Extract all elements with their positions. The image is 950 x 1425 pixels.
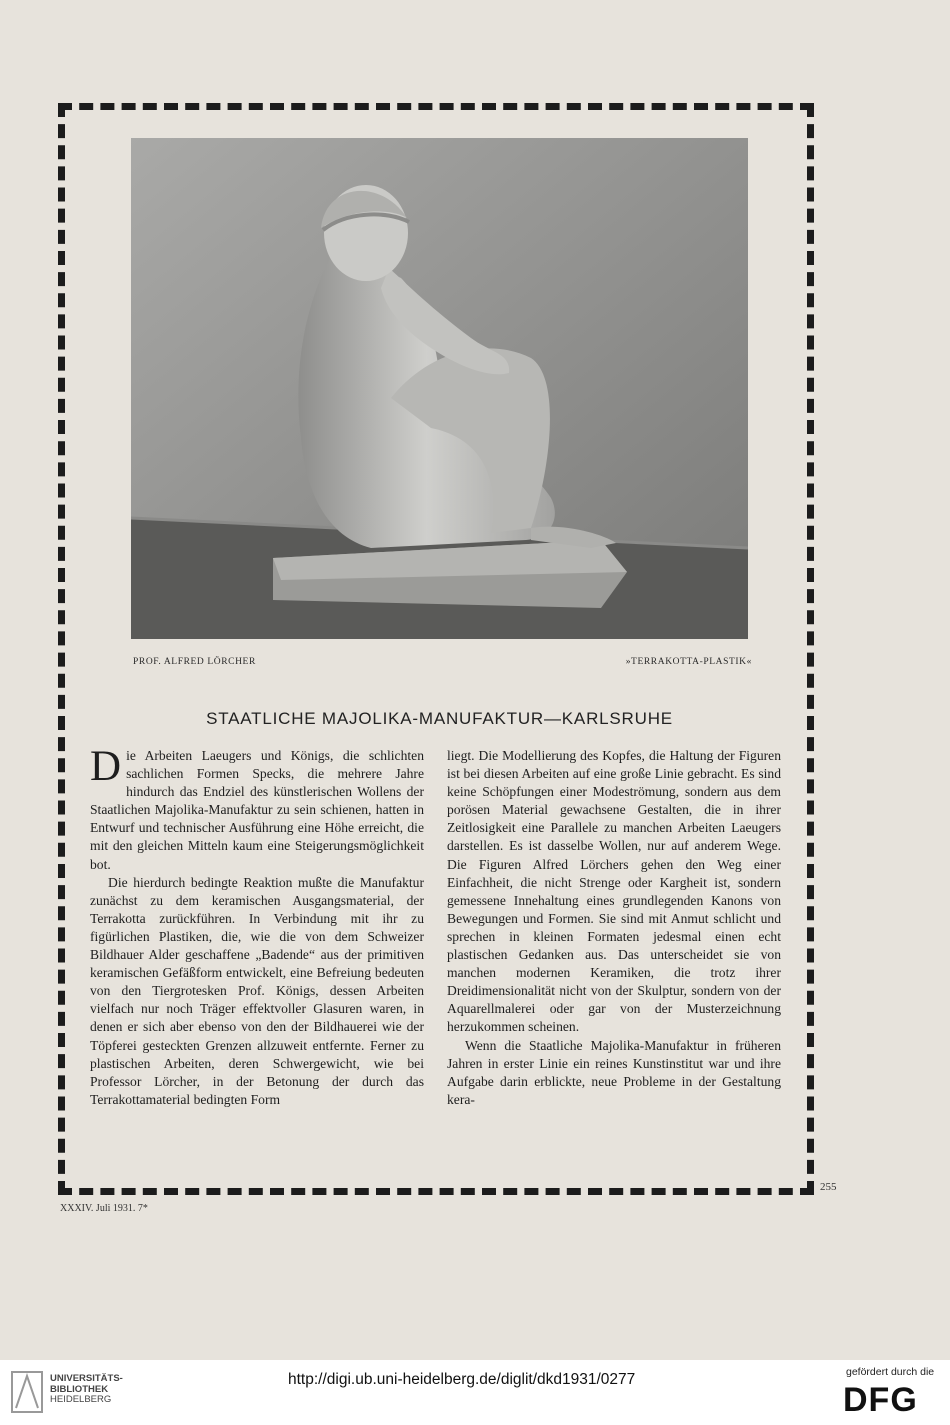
library-seal-icon — [10, 1362, 44, 1418]
text-column-left — [90, 743, 424, 1109]
digitization-footer — [0, 1360, 950, 1425]
library-name — [50, 1374, 123, 1406]
sculpture-illustration — [131, 138, 748, 639]
sculpture-photo — [131, 138, 748, 639]
paragraph — [90, 743, 424, 874]
paragraph: liegt. Die Modellierung des Kopfes, die Haltung der Figuren ist bei diesen Arbeiten auf eine große Linie gebracht. Es sind keine Schöpfungen einer Modeströmung, sondern aus dem porösen Material gewachsene Gestalten, die in ihrer Zeitlosigkeit eine Parallele zu manchen Arbeiten Laeugers darstellen. Es ist dasselbe Wollen, nur auf anderem Wege. Die Figuren Alfred Lörchers gehen den Weg einer Einfachheit, die nicht Strenge oder Kargheit ist, sondern gemessene Innehaltung eines grundlegenden Kanons von Bewegungen und Formen. Sie sind mit Anmut schlicht und sprechen in kleinen Formaten jedesmal einen echt plastischen Gedanken aus. Das unterscheidet sie von manchen modernen Keramiken, die trotz ihrer Dreidimensionalität nicht von der Skulptur, sondern von der Aquarellmalerei oder gar von der Musterzeichnung herzukommen scheinen. — [447, 748, 781, 1035]
photo-caption-artist: PROF. ALFRED LÖRCHER — [133, 657, 256, 667]
paragraph: Die hierdurch bedingte Reaktion mußte die Manufaktur zunächst zu dem keramischen Ausgangsmaterial, der Terrakotta zurückführen. In Verbindung mit ihr zu figürlichen Plastiken, die, wie die von dem Schweizer Bildhauer Alder geschaffene „Badende“ aus der primitiven keramischen Gefäßform entwickelt, eine Befreiung bedeuten von den Tiergrotesken Prof. Königs, dessen Arbeiten vielfach nur noch Träger effektvoller Glasuren waren, in denen er sich aber ebenso von den der Bildhauerei wie der Töpferei gesteckten Grenzen allzuweit entfernte. Ferner zu plastischen Arbeiten, deren Schwergewicht, wie bei Professor Lörcher, in der Betonung der durch das Terrakottamaterial bedingten Form — [90, 874, 424, 1107]
library-line: BIBLIOTHEK — [50, 1383, 109, 1395]
permalink[interactable]: http://digi.ub.uni-heidelberg.de/diglit/dkd1931/0277 — [288, 1371, 636, 1388]
text-column-right — [447, 747, 781, 1109]
printer-signature: XXXIV. Juli 1931. 7* — [60, 1203, 148, 1214]
dfg-logo: DFG — [843, 1381, 918, 1419]
page-number: 255 — [820, 1181, 837, 1193]
library-line: UNIVERSITÄTS- — [50, 1373, 123, 1384]
photo-caption-title: »TERRAKOTTA-PLASTIK« — [625, 657, 752, 667]
drop-cap: D — [90, 743, 122, 790]
funding-label: gefördert durch die — [846, 1366, 935, 1378]
library-line: HEIDELBERG — [50, 1394, 112, 1405]
paragraph-text: ie Arbeiten Laeugers und Königs, die schlichten sachlichen Formen Specks, die mehrere Jahre hindurch das Endziel des künstlerischen Wollens der Staatlichen Majolika-Manufaktur zu sein schienen, hatten in Entwurf und technischer Ausführung eine Höhe erreicht, die mit den gleichen Mitteln kaum eine Steigerungsmöglichkeit bot. — [90, 748, 424, 872]
article-heading: STAATLICHE MAJOLIKA-MANUFAKTUR—KARLSRUHE — [206, 709, 673, 728]
paragraph: Wenn die Staatliche Majolika-Manufaktur in früheren Jahren in erster Linie ein reines Kunstinstitut war und ihre Aufgabe darin erblickte, neue Probleme in der Gestaltung kera- — [447, 1037, 781, 1107]
